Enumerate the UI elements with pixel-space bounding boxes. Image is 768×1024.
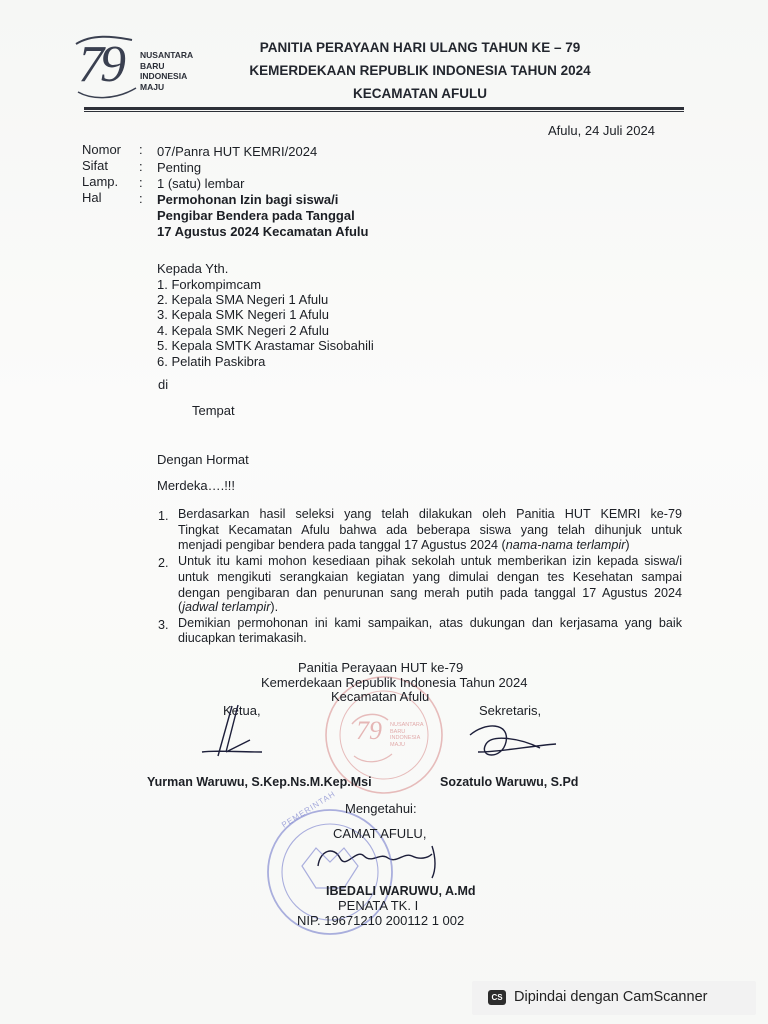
logo-line: BARU bbox=[140, 60, 165, 71]
text-line: dengan pengibaran dan penurunan sang merah putih pada tanggal 17 Agustus 2024 bbox=[178, 586, 682, 600]
italic-note: jadwal terlampir bbox=[182, 600, 271, 614]
hal-line: Pengibar Bendera pada Tanggal bbox=[157, 208, 355, 223]
paragraph-number: 3. bbox=[158, 618, 169, 632]
hut-79-logo bbox=[72, 30, 212, 102]
paragraph-3-line bbox=[178, 615, 682, 631]
stamp-line: BARU bbox=[390, 728, 406, 735]
stamp-line: INDONESIA bbox=[390, 735, 421, 741]
text-line: Demikian permohonan ini kami sampaikan, atas dukungan dan kerjasama yang baik bbox=[178, 616, 682, 630]
stamp-line: MAJU bbox=[390, 741, 405, 748]
ketua-name: Yurman Waruwu, S.Kep.Ns.M.Kep.Msi bbox=[147, 775, 372, 789]
logo-text bbox=[140, 50, 193, 92]
letterhead-line-3: KECAMATAN AFULU bbox=[353, 86, 487, 101]
stamp-line: NUSANTARA bbox=[390, 722, 424, 728]
sekretaris-name: Sozatulo Waruwu, S.Pd bbox=[440, 775, 579, 789]
camat-rank: PENATA TK. I bbox=[338, 898, 419, 913]
lamp-value: 1 (satu) lembar bbox=[157, 176, 245, 191]
paragraph-2-line bbox=[178, 553, 682, 569]
colon: : bbox=[139, 175, 143, 190]
hal-label: Hal bbox=[82, 190, 102, 205]
hal-line: Permohonan Izin bagi siswa/i bbox=[157, 192, 339, 207]
recipient-item: 5. Kepala SMTK Arastamar Sisobahili bbox=[157, 338, 374, 353]
paragraph-number: 2. bbox=[158, 556, 169, 570]
recipient-item: 3. Kepala SMK Negeri 1 Afulu bbox=[157, 307, 329, 322]
sifat-value: Penting bbox=[157, 160, 202, 175]
camat-title: CAMAT AFULU, bbox=[333, 826, 427, 841]
paragraph-3-line: diucapkan terimakasih. bbox=[178, 631, 307, 645]
camat-nip: NIP. 19671210 200112 1 002 bbox=[297, 913, 465, 928]
nomor-label: Nomor bbox=[82, 142, 122, 157]
text-line: ( bbox=[178, 600, 183, 614]
stamp-ring-text: PEMERINTAH bbox=[280, 789, 338, 830]
letterhead-line-1: PANITIA PERAYAAN HARI ULANG TAHUN KE – 79 bbox=[259, 40, 581, 55]
nomor-value: 07/Panra HUT KEMRI/2024 bbox=[157, 144, 318, 159]
recipients-heading: Kepada Yth. bbox=[157, 261, 229, 276]
sekretaris-label: Sekretaris, bbox=[479, 703, 542, 718]
logo-line: NUSANTARA bbox=[140, 50, 194, 60]
closing-line-1: Panitia Perayaan HUT ke-79 bbox=[298, 660, 464, 675]
logo-line: MAJU bbox=[140, 81, 165, 92]
tempat-label: Tempat bbox=[192, 403, 235, 418]
text-line: menjadi pengibar bendera pada tanggal 17 Agustus 2024 ( bbox=[178, 538, 506, 552]
sifat-label: Sifat bbox=[82, 158, 109, 173]
merdeka: Merdeka….!!! bbox=[157, 478, 236, 493]
text-line: ). bbox=[270, 600, 279, 614]
paragraph-2-line bbox=[178, 600, 278, 614]
recipient-item: 2. Kepala SMA Negeri 1 Afulu bbox=[157, 292, 329, 307]
recipient-item: 4. Kepala SMK Negeri 2 Afulu bbox=[157, 323, 329, 338]
paragraph-2-line bbox=[178, 585, 682, 601]
camscanner-logo-icon: CS bbox=[488, 990, 506, 1005]
letterhead-rule-thin bbox=[84, 111, 684, 112]
camat-signature bbox=[318, 846, 435, 878]
logo-number: 79 bbox=[78, 36, 122, 93]
camscanner-watermark bbox=[472, 981, 756, 1015]
colon: : bbox=[139, 142, 143, 157]
text-line: Berdasarkan hasil seleksi yang telah dilakukan oleh Panitia HUT KEMRI ke-79 bbox=[178, 507, 682, 521]
colon: : bbox=[139, 159, 143, 174]
paragraph-number: 1. bbox=[158, 509, 169, 523]
closing-line-2: Kemerdekaan Republik Indonesia Tahun 2024 bbox=[261, 675, 528, 690]
camat-name: IBEDALI WARUWU, A.Md bbox=[326, 884, 476, 898]
logo-line: INDONESIA bbox=[140, 71, 188, 81]
paragraph-2-line bbox=[178, 569, 682, 585]
sekretaris-signature bbox=[470, 726, 556, 755]
mengetahui-label: Mengetahui: bbox=[345, 801, 417, 816]
colon: : bbox=[139, 191, 143, 206]
italic-note: nama-nama terlampir bbox=[505, 538, 626, 552]
closing-line-3: Kecamatan Afulu bbox=[331, 689, 430, 704]
paragraph-1-line bbox=[178, 506, 682, 522]
greeting: Dengan Hormat bbox=[157, 452, 249, 467]
text-line: Untuk itu kami mohon kesediaan pihak sekolah untuk memberikan izin kepada siswa/i bbox=[178, 554, 682, 568]
text-line: ) bbox=[625, 538, 630, 552]
text-line: Tingkat Kecamatan Afulu bahwa ada beberapa siswa yang telah dihunjuk untuk bbox=[178, 523, 682, 537]
di-label: di bbox=[158, 377, 169, 392]
ketua-label: Ketua, bbox=[223, 703, 261, 718]
recipient-item: 1. Forkompimcam bbox=[157, 277, 262, 292]
paragraph-1-line bbox=[178, 522, 682, 538]
hal-line: 17 Agustus 2024 Kecamatan Afulu bbox=[157, 224, 369, 239]
text-line: untuk mengikuti serangkaian kegiatan yang dimulai dengan tes Kesehatan sampai bbox=[178, 570, 682, 584]
lamp-label: Lamp. bbox=[82, 174, 119, 189]
letterhead-rule-thick bbox=[84, 107, 684, 110]
letter-date: Afulu, 24 Juli 2024 bbox=[548, 123, 655, 138]
recipient-item: 6. Pelatih Paskibra bbox=[157, 354, 266, 369]
paragraph-1-line bbox=[178, 538, 630, 552]
letterhead-line-2: KEMERDEKAAN REPUBLIK INDONESIA TAHUN 2024 bbox=[249, 63, 591, 78]
stamp-text bbox=[390, 722, 424, 748]
stamp-number: 79 bbox=[356, 716, 382, 745]
camscanner-text: Dipindai dengan CamScanner bbox=[514, 989, 708, 1005]
